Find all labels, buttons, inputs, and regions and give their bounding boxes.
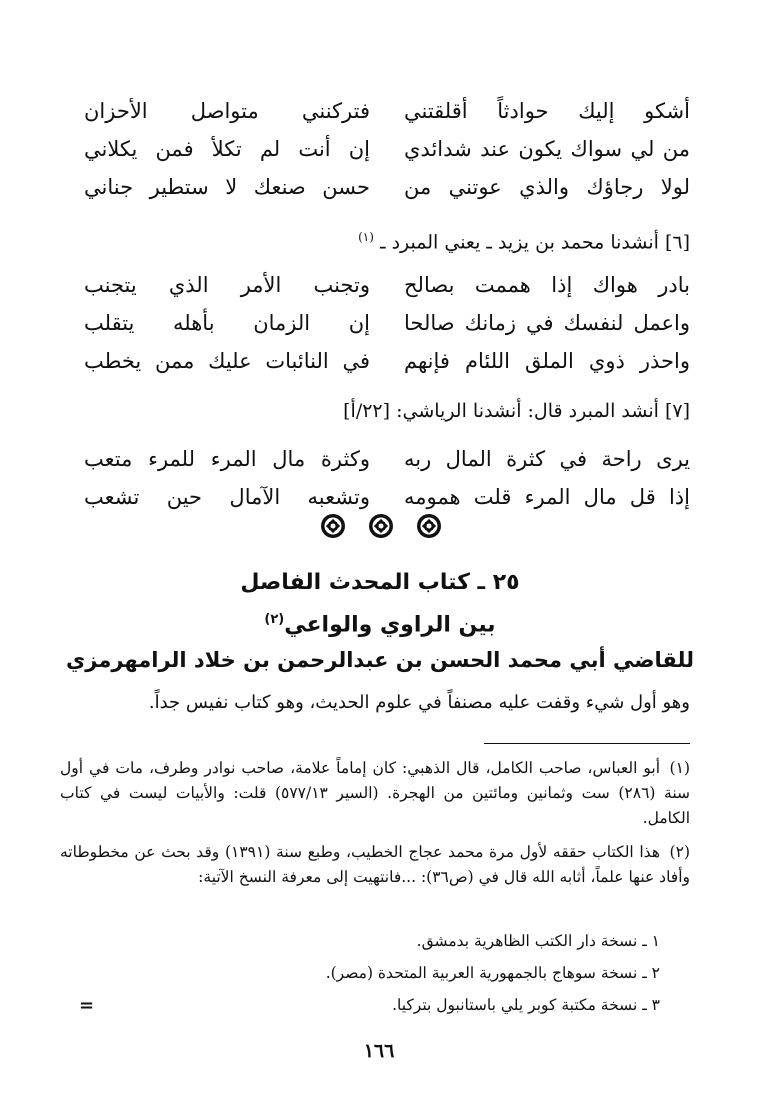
verse-row [84, 442, 690, 480]
hemistich-first: لولا رجاؤك والذي عوتني من [404, 175, 690, 199]
verse-row [84, 306, 690, 344]
footnote-mark: (١) [669, 759, 690, 777]
hemistich-second: وتجنب الأمر الذي يتجنب [84, 273, 370, 297]
intro-text: [٧] أنشد المبرد قال: أنشدنا الرياشي: [٢٢/أ] [343, 400, 690, 422]
verse-row [84, 94, 690, 132]
intro-7 [90, 396, 690, 426]
poem-2 [84, 268, 690, 382]
hemistich-second: حسن صنعك لا ستطير جناني [84, 175, 370, 199]
verse-row [84, 170, 690, 208]
footnote-text: هذا الكتاب حققه لأول مرة محمد عجاج الخطيب، وطبع سنة (١٣٩١) وقد بحث عن مخطوطاته وأفاد عنها علماً، أثابه الله قال في (ص٣٦): ...فانتهيت إلى معرفة النسخ الآتية: [60, 843, 690, 886]
section-author: للقاضي أبي محمد الحسن بن عبدالرحمن بن خلاد الرامهرمزي [66, 648, 694, 672]
footnote-2 [60, 840, 690, 890]
verse-row [84, 132, 690, 170]
section-subtitle [60, 612, 700, 637]
hemistich-second: وكثرة مال المرء للمرء متعب [84, 447, 370, 471]
ornament-icon [368, 513, 394, 539]
section-divider [320, 513, 442, 543]
list-item: ٣ ـ نسخة مكتبة كوبر يلي باستانبول بتركيا. [392, 996, 660, 1014]
hemistich-second: إن أنت لم تكلأ فمن يكلاني [84, 137, 370, 161]
hemistich-first: واعمل لنفسك في زمانك صالحا [404, 311, 690, 335]
section-title: ٢٥ ـ كتاب المحدث الفاصل [240, 570, 520, 595]
hemistich-first: إذا قل مال المرء قلت همومه [404, 485, 690, 509]
footnote-ref-1: (١) [358, 230, 374, 244]
ornament-icon [416, 513, 442, 539]
hemistich-first: أشكو إليك حوادثاً أقلقتني [404, 99, 690, 123]
section-description: وهو أول شيء وقفت عليه مصنفاً في علوم الحديث، وهو كتاب نفيس جداً. [148, 692, 690, 713]
hemistich-second: فتركنني متواصل الأحزان [84, 99, 370, 123]
hemistich-first: يرى راحة في كثرة المال ربه [404, 447, 690, 471]
intro-6 [90, 222, 690, 257]
poem-1 [84, 94, 690, 208]
footnote-ref-2: (٢) [264, 612, 285, 627]
intro-text: [٦] أنشدنا محمد بن يزيد ـ يعني المبرد ـ [379, 231, 690, 254]
list-item: ٢ ـ نسخة سوهاج بالجمهورية العربية المتحدة (مصر). [325, 964, 660, 982]
ornament-icon [320, 513, 346, 539]
hemistich-second: في النائبات عليك ممن يخطب [84, 349, 370, 373]
continuation-mark: = [79, 995, 95, 1016]
hemistich-second: وتشعبه الآمال حين تشعب [84, 485, 370, 509]
hemistich-first: من لي سواك يكون عند شدائدي [404, 137, 690, 161]
verse-row [84, 344, 690, 382]
page-number: ١٦٦ [363, 1040, 395, 1062]
hemistich-first: بادر هواك إذا هممت بصالح [404, 273, 690, 297]
verse-row [84, 268, 690, 306]
subtitle-text: بين الراوي والواعي [284, 612, 496, 638]
footnote-mark: (٢) [669, 843, 690, 861]
manuscript-list [100, 925, 660, 1021]
footnote-1 [60, 756, 690, 831]
poem-3 [84, 442, 690, 518]
footnote-separator [484, 743, 690, 744]
list-item: ١ ـ نسخة دار الكتب الظاهرية بدمشق. [416, 932, 660, 950]
hemistich-second: إن الزمان بأهله يتقلب [84, 311, 370, 335]
hemistich-first: واحذر ذوي الملق اللئام فإنهم [404, 349, 690, 373]
footnote-text: أبو العباس، صاحب الكامل، قال الذهبي: كان إماماً علامة، صاحب نوادر وطرف، مات في أول سنة (٢٨٦) ست وثمانين ومائتين من الهجرة. (السير ٥٧٧/١٣) قلت: والأبيات ليست في كتاب الكامل. [60, 759, 691, 827]
